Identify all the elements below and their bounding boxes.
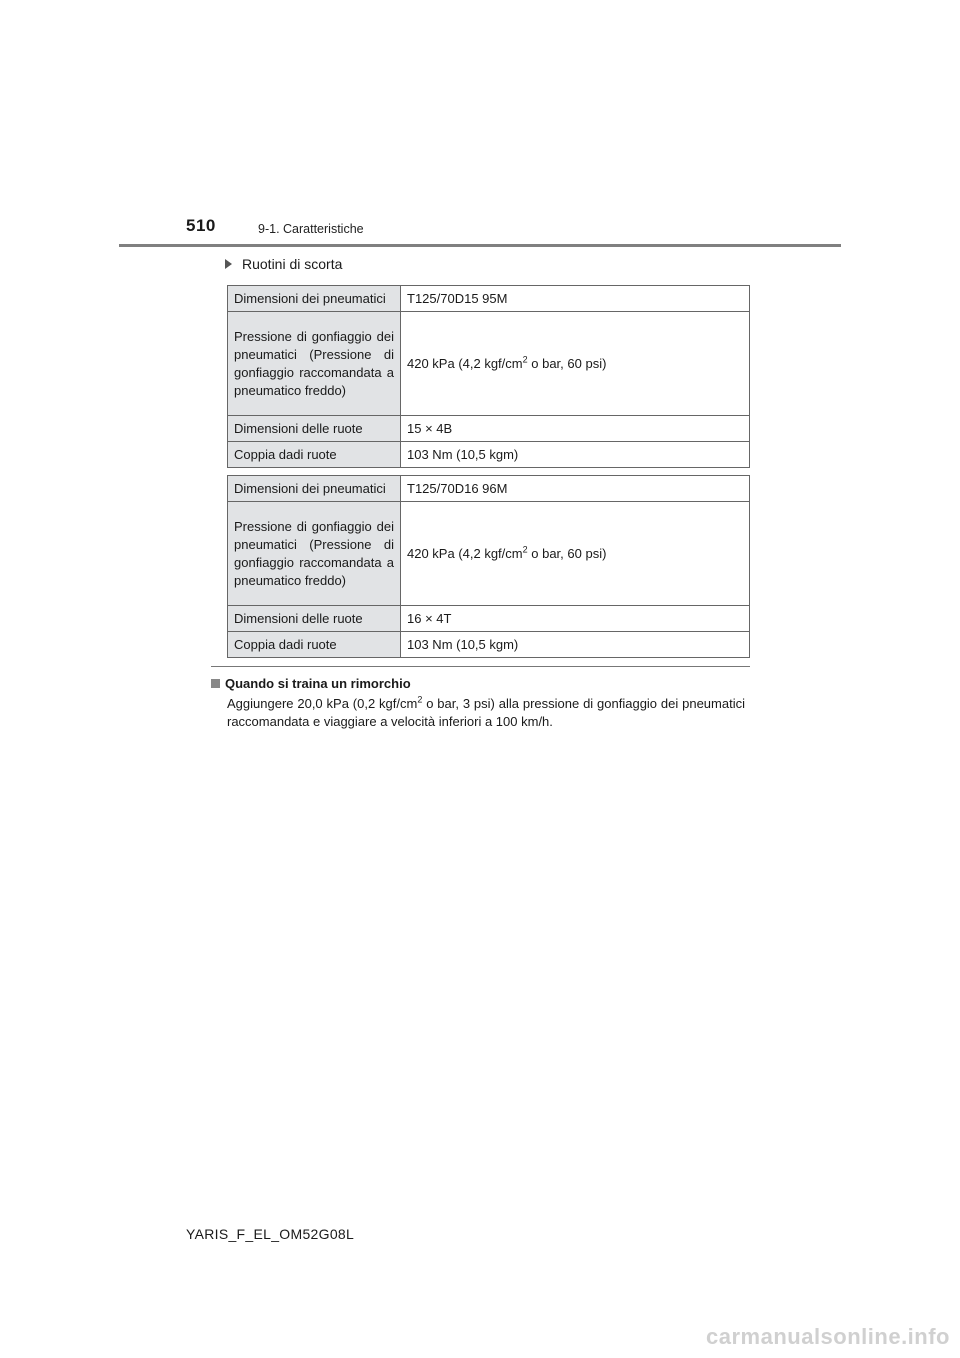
- triangle-bullet-icon: [225, 259, 232, 269]
- watermark: carmanualsonline.info: [706, 1324, 950, 1349]
- superscript: 2: [522, 354, 528, 365]
- pressure-value-text-end: o bar, 60 psi): [527, 356, 607, 371]
- pressure-value-text-end: o bar, 60 psi): [527, 546, 607, 561]
- table-label: Dimensioni delle ruote: [228, 416, 401, 442]
- table-value: 103 Nm (10,5 kgm): [401, 442, 750, 468]
- footer-code: YARIS_F_EL_OM52G08L: [186, 1226, 355, 1242]
- table-row: [228, 632, 750, 658]
- note-divider: [211, 666, 750, 667]
- table-label: Dimensioni delle ruote: [228, 606, 401, 632]
- note-body-text: Aggiungere 20,0 kPa (0,2 kgf/cm: [227, 696, 418, 711]
- table-row: [228, 502, 750, 606]
- spare-wheel-table-2: [227, 475, 750, 658]
- subheading-text: Ruotini di scorta: [242, 256, 343, 272]
- subheading: [225, 256, 342, 272]
- table-label: Dimensioni dei pneumatici: [228, 286, 401, 312]
- note-body-text-end: o bar, 3 psi) alla pressione di gonfiaggio dei pneumatici raccomandata e viaggiare a velocità inferiori a 100 km/h.: [227, 696, 745, 729]
- table-row: [228, 416, 750, 442]
- table-value: 15 × 4B: [401, 416, 750, 442]
- note-title: [211, 676, 411, 691]
- table-label: Dimensioni dei pneumatici: [228, 476, 401, 502]
- header-divider: [119, 244, 841, 247]
- square-bullet-icon: [211, 679, 220, 688]
- page-number: 510: [186, 216, 216, 235]
- table-value: 16 × 4T: [401, 606, 750, 632]
- superscript: 2: [417, 694, 423, 705]
- table-label: Coppia dadi ruote: [228, 632, 401, 658]
- pressure-value-text: 420 kPa (4,2 kgf/cm: [407, 546, 523, 561]
- table-label: Coppia dadi ruote: [228, 442, 401, 468]
- table-row: [228, 476, 750, 502]
- table-value: T125/70D15 95M: [401, 286, 750, 312]
- superscript: 2: [522, 544, 528, 555]
- table-label: Pressione di gonfiaggio dei pneumatici (Pressione di gonfiaggio raccomandata a pneumatico freddo): [228, 502, 401, 606]
- spare-wheel-table-1: [227, 285, 750, 468]
- table-row: [228, 286, 750, 312]
- table-row: [228, 312, 750, 416]
- section-title: 9-1. Caratteristiche: [258, 222, 364, 236]
- table-value: 103 Nm (10,5 kgm): [401, 632, 750, 658]
- pressure-value-text: 420 kPa (4,2 kgf/cm: [407, 356, 523, 371]
- note-body: [227, 695, 745, 731]
- table-value: [401, 312, 750, 416]
- table-row: [228, 606, 750, 632]
- table-value: T125/70D16 96M: [401, 476, 750, 502]
- table-row: [228, 442, 750, 468]
- table-label: Pressione di gonfiaggio dei pneumatici (Pressione di gonfiaggio raccomandata a pneumatico freddo): [228, 312, 401, 416]
- table-value: [401, 502, 750, 606]
- note-title-text: Quando si traina un rimorchio: [225, 676, 411, 691]
